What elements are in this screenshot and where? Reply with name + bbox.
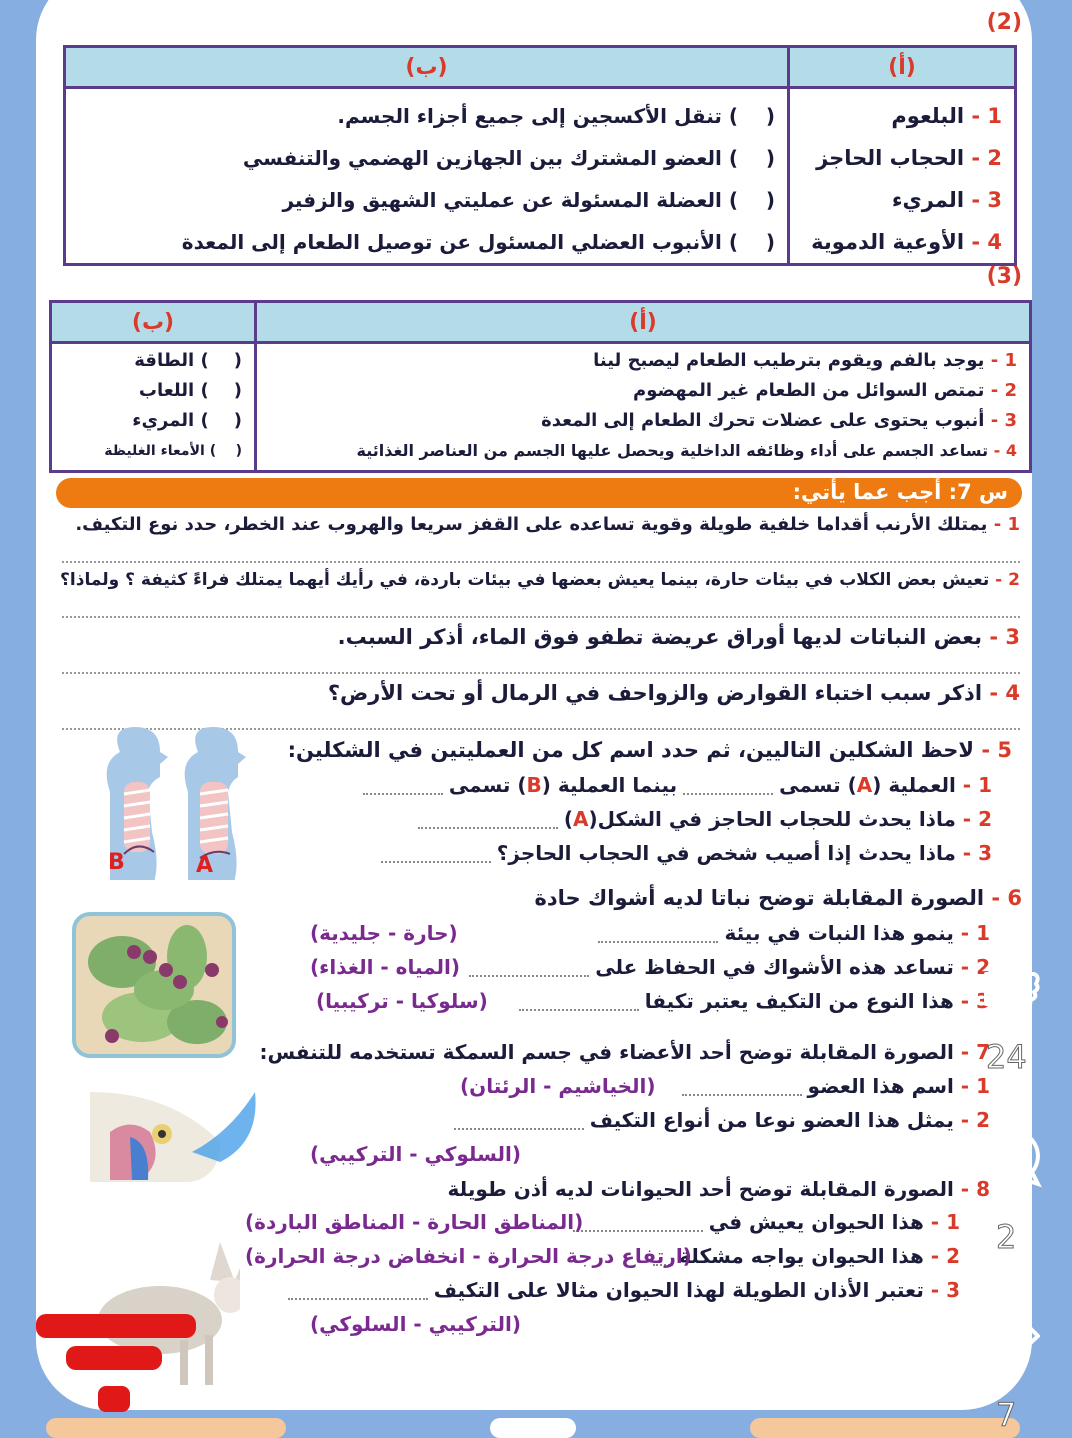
header-b: (ب) bbox=[51, 302, 256, 343]
watermark-stamp bbox=[98, 1386, 130, 1412]
table-row: ( ) الأنبوب العضلي المسئول عن توصيل الطعام إلى المعدة bbox=[181, 230, 775, 254]
column-a bbox=[789, 88, 1016, 265]
question-item: 1 - يمتلك الأرنب أقداما خلفية طويلة وقوية تساعده على القفز سريعا والهروب عند الخطر، حدد نوع التكيف. bbox=[75, 514, 1020, 535]
footer-tab bbox=[750, 1418, 1020, 1438]
table-row: ( ) العضلة المسئولة عن عمليتي الشهيق والزفير bbox=[282, 188, 775, 212]
question-item: 3 - بعض النباتات لديها أوراق عريضة تطفو فوق الماء، أذكر السبب. bbox=[337, 625, 1020, 649]
question-item: 5 - لاحظ الشكلين التاليين، ثم حدد اسم كل من العمليتين في الشكلين: bbox=[287, 738, 1012, 762]
sub-question: 2 - هذا الحيوان يواجه مشكلة (ارتفاع درجة الحرارة - انخفاض درجة الحرارة) bbox=[245, 1244, 960, 1268]
sub-question: 2 - ماذا يحدث للحجاب الحاجز في الشكل(A) bbox=[412, 807, 992, 831]
table-row: ( ) اللعاب bbox=[138, 380, 242, 401]
matching-table-2 bbox=[63, 45, 1017, 266]
thumbs-up-icon[interactable] bbox=[980, 948, 1042, 1010]
sub-question: 1 - اسم هذا العضو(الخياشيم - الرئتان) bbox=[459, 1074, 990, 1098]
table-row: ( ) تنقل الأكسجين إلى جميع أجزاء الجسم. bbox=[337, 104, 775, 128]
sub-question: 1 - العملية (A) تسمىبينما العملية (B) تسمى bbox=[357, 773, 992, 797]
table-row: 1 - يوجد بالفم ويقوم بترطيب الطعام ليصبح لينا bbox=[593, 350, 1017, 371]
table-row: ( ) الأمعاء الغليظة bbox=[104, 443, 242, 459]
footer-tab bbox=[46, 1418, 286, 1438]
comment-count: 2 bbox=[996, 1218, 1017, 1256]
watermark-stamp bbox=[66, 1346, 162, 1370]
table-row: 4 - الأوعية الدموية bbox=[811, 230, 1002, 254]
column-a bbox=[256, 343, 1031, 472]
answer-line bbox=[62, 561, 1020, 563]
fish-gills-image bbox=[70, 1082, 260, 1182]
table-row: 2 - تمتص السوائل من الطعام غير المهضوم bbox=[633, 380, 1017, 401]
sub-question: 3 - تعتبر الأذان الطويلة لهذا الحيوان مثالا على التكيف bbox=[282, 1278, 960, 1302]
header-a: (أ) bbox=[789, 47, 1016, 88]
table-row: ( ) الطاقة bbox=[134, 350, 242, 371]
section-3-label: (3) bbox=[986, 264, 1022, 289]
question-7-banner: س 7: أجب عما يأتي: bbox=[56, 478, 1022, 508]
sub-question: 3 - ماذا يحدث إذا أصيب شخص في الحجاب الحاجز؟ bbox=[375, 841, 992, 865]
question-item: 8 - الصورة المقابلة توضح أحد الحيوانات لديه أذن طويلة bbox=[447, 1177, 990, 1201]
sub-question-options: (التركيبي - السلوكي) bbox=[310, 1312, 521, 1336]
like-count: 24 bbox=[986, 1038, 1027, 1076]
sub-question: 1 - ينمو هذا النبات في بيئة (حارة - جليدية) bbox=[310, 921, 990, 945]
table-row: 2 - الحجاب الحاجز bbox=[816, 146, 1002, 170]
section-2-label: (2) bbox=[986, 10, 1022, 35]
cactus-image bbox=[72, 912, 236, 1058]
column-b bbox=[51, 343, 256, 472]
question-item: 2 - تعيش بعض الكلاب في بيئات حارة، بينما يعيش بعضها في بيئات باردة، في رأيك أيهما يمتلك فراءً كثيفة ؟ ولماذا؟ bbox=[60, 570, 1020, 590]
table-row: 4 - تساعد الجسم على أداء وظائفه الداخلية ويحصل عليها الجسم من العناصر الغذائية bbox=[356, 441, 1017, 460]
table-row: 3 - أنبوب يحتوى على عضلات تحرك الطعام إلى المعدة bbox=[541, 410, 1017, 431]
share-icon[interactable] bbox=[972, 1304, 1042, 1366]
answer-line bbox=[62, 616, 1020, 618]
comment-icon[interactable] bbox=[974, 1124, 1044, 1190]
figure-label-a: A bbox=[196, 853, 214, 878]
share-count: 7 bbox=[996, 1396, 1017, 1434]
sub-question: 1 - هذا الحيوان يعيش في (المناطق الحارة - المناطق الباردة) bbox=[245, 1210, 960, 1234]
figure-label-b: B bbox=[108, 850, 125, 875]
sub-question: 2 - تساعد هذه الأشواك في الحفاظ على (المياه - الغذاء) bbox=[310, 955, 990, 979]
watermark-stamp bbox=[36, 1314, 196, 1338]
matching-table-3 bbox=[49, 300, 1032, 473]
table-row: 3 - المريء bbox=[891, 188, 1002, 212]
figure-inhale bbox=[185, 727, 246, 880]
table-row: ( ) المريء bbox=[132, 410, 242, 431]
sub-question: 3 - هذا النوع من التكيف يعتبر تكيفا (سلوكيا - تركيبيا) bbox=[316, 989, 990, 1013]
sub-question: 2 - يمثل هذا العضو نوعا من أنواع التكيف bbox=[448, 1108, 990, 1132]
footer-tab bbox=[490, 1418, 576, 1438]
header-b: (ب) bbox=[65, 47, 789, 88]
table-row: ( ) العضو المشترك بين الجهازين الهضمي والتنفسي bbox=[242, 146, 775, 170]
question-item: 6 - الصورة المقابلة توضح نباتا لديه أشواك حادة bbox=[534, 886, 1022, 910]
header-a: (أ) bbox=[256, 302, 1031, 343]
question-item: 4 - اذكر سبب اختباء القوارض والزواحف في الرمال أو تحت الأرض؟ bbox=[327, 681, 1020, 705]
question-item: 7 - الصورة المقابلة توضح أحد الأعضاء في جسم السمكة تستخدمه للتنفس: bbox=[259, 1040, 990, 1064]
answer-line bbox=[62, 672, 1020, 674]
breathing-diagram bbox=[80, 722, 250, 880]
sub-question-options: (السلوكي - التركيبي) bbox=[310, 1142, 521, 1166]
column-b bbox=[65, 88, 789, 265]
table-row: 1 - البلعوم bbox=[891, 104, 1002, 128]
